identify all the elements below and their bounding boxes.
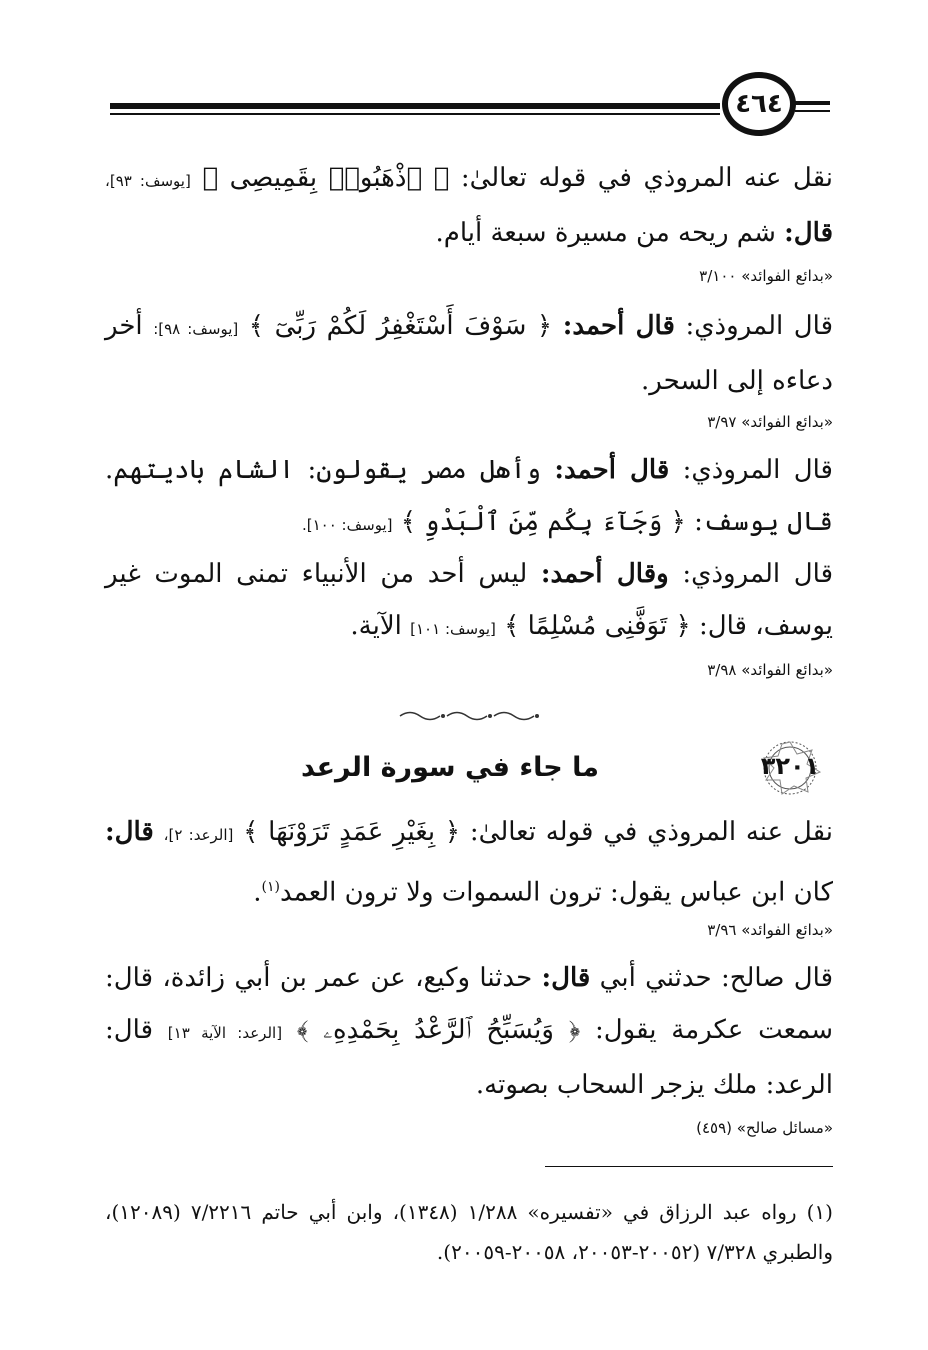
- section-number: ٣٢٠١: [760, 752, 820, 780]
- entry-body: حدثنا وكيع، عن عمر بن أبي زائدة، قال: سمعت عكرمة يقول:: [105, 963, 834, 1045]
- page-number: ٤٦٤: [735, 89, 783, 119]
- quran-verse: ﴿ وَيُسَبِّحُ ٱلرَّعْدُ بِحَمْدِهِۦ ﴾: [296, 1015, 581, 1045]
- entry-intro: قال المروذي:: [668, 559, 834, 589]
- source-citation: «بدائع الفوائد» ٣/٩٦: [707, 921, 833, 939]
- entry-intro: قال المروذي:: [674, 311, 834, 341]
- entry-tail: قال: الرعد: ملك يزجر السحاب بصوته.: [105, 1015, 833, 1100]
- source-citation: «مسائل صالح» (٤٥٩): [696, 1119, 833, 1137]
- footnote-mark[interactable]: (١): [261, 879, 281, 895]
- verse-reference: [يوسف: ١٠٠].: [301, 516, 393, 534]
- entry-body: شم ريحه من مسيرة سبعة أيام.: [435, 218, 785, 248]
- footnote-rule: [545, 1166, 833, 1167]
- footnote-text: رواه عبد الرزاق في «تفسيره» ١/٢٨٨ (١٣٤٨)، وابن أبي حاتم ٧/٢٢١٦ (١٢٠٨٩)، والطبري ٧/٣٢٨ (٢٠٠٥٢-٢٠٠٥٣، ٢٠٠٥٨-٢٠٠٥٩).: [105, 1200, 833, 1264]
- entry-tail: .: [253, 877, 262, 908]
- verse-reference: [يوسف: ٩٣]،: [105, 172, 191, 190]
- footnote-mark: (١): [806, 1200, 833, 1224]
- source-citation: «بدائع الفوائد» ٣/٩٧: [707, 413, 833, 431]
- entry-body: أخر دعاءه إلى السحر.: [105, 311, 833, 396]
- entry-text: [105, 548, 833, 655]
- entry-2: [105, 300, 833, 407]
- source-citation: «بدائع الفوائد» ٣/٩٨: [707, 661, 833, 679]
- footnote: [105, 1192, 833, 1272]
- section-entry-1: [105, 806, 833, 919]
- entry-body: ليس أحد من الأنبياء تمنى الموت غير يوسف، قال:: [105, 559, 833, 641]
- entry-body: كان ابن عباس يقول: ترون السموات ولا ترون العمد: [280, 877, 833, 908]
- header-rule-thin: [110, 113, 720, 115]
- verse-reference: [الرعد: ٢]،: [163, 826, 234, 844]
- ornament-divider: [395, 708, 545, 724]
- entry-text: [105, 444, 833, 551]
- entry-body: وأهل مصر يقولون: الشام باديتهم. قال يوسف:: [105, 455, 833, 537]
- quran-verse: ﴿ بِغَيْرِ عَمَدٍ تَرَوْنَهَا ﴾: [243, 817, 461, 847]
- page-header: [0, 0, 928, 140]
- speaker-label: قال:: [105, 817, 154, 847]
- entry-intro: نقل عنه المروذي في قوله تعالىٰ:: [449, 163, 833, 193]
- header-rule-right-thin: [795, 110, 830, 112]
- entry-intro: قال المروذي:: [669, 455, 833, 485]
- speaker-label: قال أحمد:: [554, 455, 670, 485]
- entry-intro: نقل عنه المروذي في قوله تعالىٰ:: [460, 817, 833, 847]
- section-number-badge: [752, 740, 828, 796]
- section-title: ما جاء في سورة الرعد: [300, 752, 600, 783]
- speaker-label: قال أحمد:: [562, 311, 675, 341]
- header-rule-right: [795, 101, 830, 105]
- speaker-label: قال:: [784, 218, 833, 248]
- entry-4: [105, 548, 833, 655]
- ornament-icon: [395, 708, 545, 724]
- entry-tail: الآية.: [350, 611, 411, 641]
- page-number-circle: [722, 72, 796, 136]
- entry-1: [105, 152, 833, 259]
- entry-intro: قال صالح: حدثني أبي: [590, 963, 833, 993]
- entry-text: [105, 152, 833, 259]
- quran-verse: ﴿ وَجَآءَ بِكُم مِّنَ ٱلْبَدْوِ ﴾: [400, 507, 686, 537]
- verse-reference: [الرعد: الآية ١٣]: [167, 1024, 283, 1042]
- verse-reference: [يوسف: ٩٨]:: [153, 320, 239, 338]
- speaker-label: وقال أحمد:: [540, 559, 669, 589]
- entry-text: [105, 806, 833, 919]
- header-rule-thick: [110, 103, 720, 109]
- speaker-label: قال:: [541, 963, 591, 993]
- section-entry-2: [105, 952, 833, 1111]
- source-citation: «بدائع الفوائد» ٣/١٠٠: [699, 267, 833, 285]
- quran-verse: ﴿ سَوْفَ أَسْتَغْفِرُ لَكُمْ رَبِّىٓ ﴾: [248, 311, 563, 341]
- entry-text: [105, 300, 833, 407]
- quran-verse: ﴿ ٱذْهَبُوا۟ بِقَمِيصِى ﴾: [202, 163, 450, 193]
- entry-3: [105, 444, 833, 551]
- entry-text: [105, 952, 833, 1111]
- verse-reference: [يوسف: ١٠١]: [410, 620, 496, 638]
- quran-verse: ﴿ تَوَفَّنِى مُسْلِمًا ﴾: [504, 611, 691, 641]
